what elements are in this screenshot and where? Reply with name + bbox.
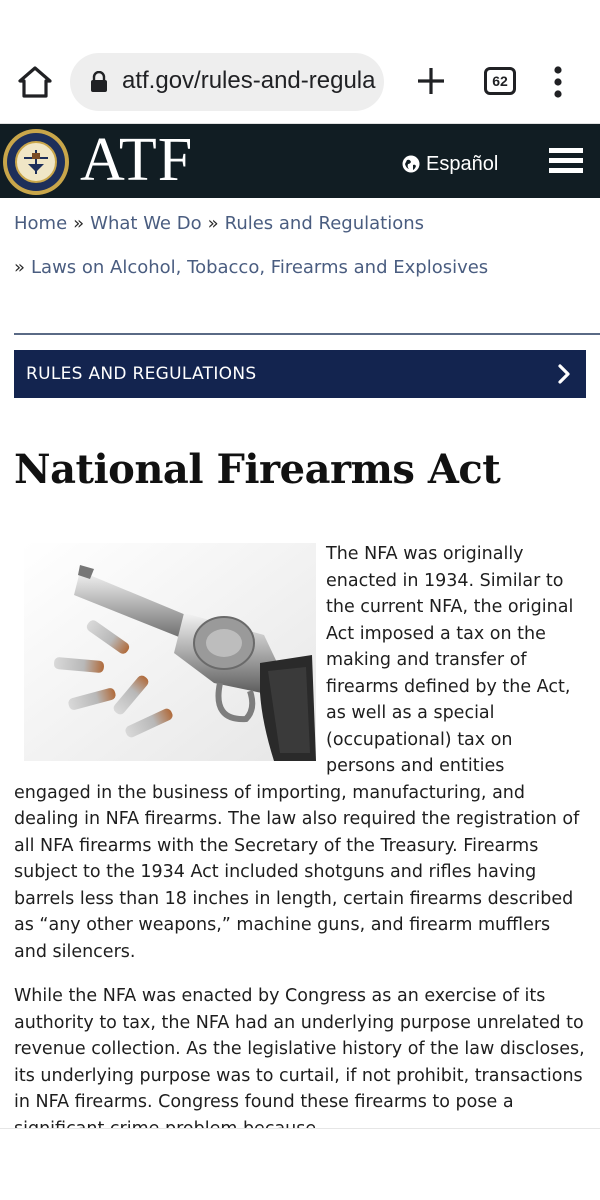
breadcrumb-what-we-do[interactable]: What We Do <box>90 213 202 234</box>
atf-wordmark[interactable]: ATF <box>80 126 194 194</box>
language-label: Español <box>426 152 499 175</box>
breadcrumb-rules-and-regulations[interactable]: Rules and Regulations <box>224 213 424 234</box>
article-body <box>14 541 586 1160</box>
revolver-image <box>24 543 316 761</box>
atf-seal-logo[interactable] <box>2 128 70 196</box>
breadcrumb <box>14 202 586 290</box>
plus-icon[interactable] <box>412 62 450 100</box>
breadcrumb-divider <box>14 333 600 335</box>
page-title: National Firearms Act <box>14 446 501 493</box>
breadcrumb-separator: » <box>14 257 26 278</box>
more-vert-icon[interactable] <box>548 64 568 100</box>
bottom-spacer <box>0 1128 600 1200</box>
article-paragraph: The NFA was originally enacted in 1934. Similar to the current NFA, the original Act imposed a tax on the making and transfer of firearms defined by the Act, as well as a special (occupational) tax on persons and entities engaged in the business of importing, manufacturing, and dealing in NFA firearms. The law also required the registration of all NFA firearms with the Secretary of the Treasury. Firearms subject to the 1934 Act included shotguns and rifles having barrels less than 18 inches in length, certain firearms described as “any other weapons,” machine guns, and firearm mufflers and silencers. <box>14 544 580 962</box>
hamburger-icon[interactable] <box>549 148 583 174</box>
chevron-right-icon <box>556 363 572 385</box>
breadcrumb-current-page[interactable]: Laws on Alcohol, Tobacco, Firearms and Explosives <box>31 257 489 278</box>
lock-icon <box>90 71 108 93</box>
address-bar[interactable] <box>70 53 384 111</box>
breadcrumb-home[interactable]: Home <box>14 213 68 234</box>
globe-icon <box>402 155 420 173</box>
section-nav-bar[interactable] <box>14 350 586 398</box>
tab-switcher-button[interactable]: 62 <box>484 67 516 95</box>
section-nav-label: RULES AND REGULATIONS <box>26 364 257 384</box>
url-text: atf.gov/rules-and-regula <box>122 67 376 94</box>
browser-toolbar <box>0 0 600 124</box>
breadcrumb-separator: » <box>207 213 219 234</box>
language-link[interactable] <box>402 152 498 176</box>
article-paragraph: While the NFA was enacted by Congress as an exercise of its authority to tax, the NFA had an underlying purpose unrelated to revenue collection. As the legislative history of the law discloses, its underlying purpose was to curtail, if not prohibit, transactions in NFA firearms. Congress found these firearms to pose a <box>14 986 585 1112</box>
site-header <box>0 124 600 198</box>
home-icon[interactable] <box>16 63 54 101</box>
breadcrumb-separator: » <box>73 213 85 234</box>
